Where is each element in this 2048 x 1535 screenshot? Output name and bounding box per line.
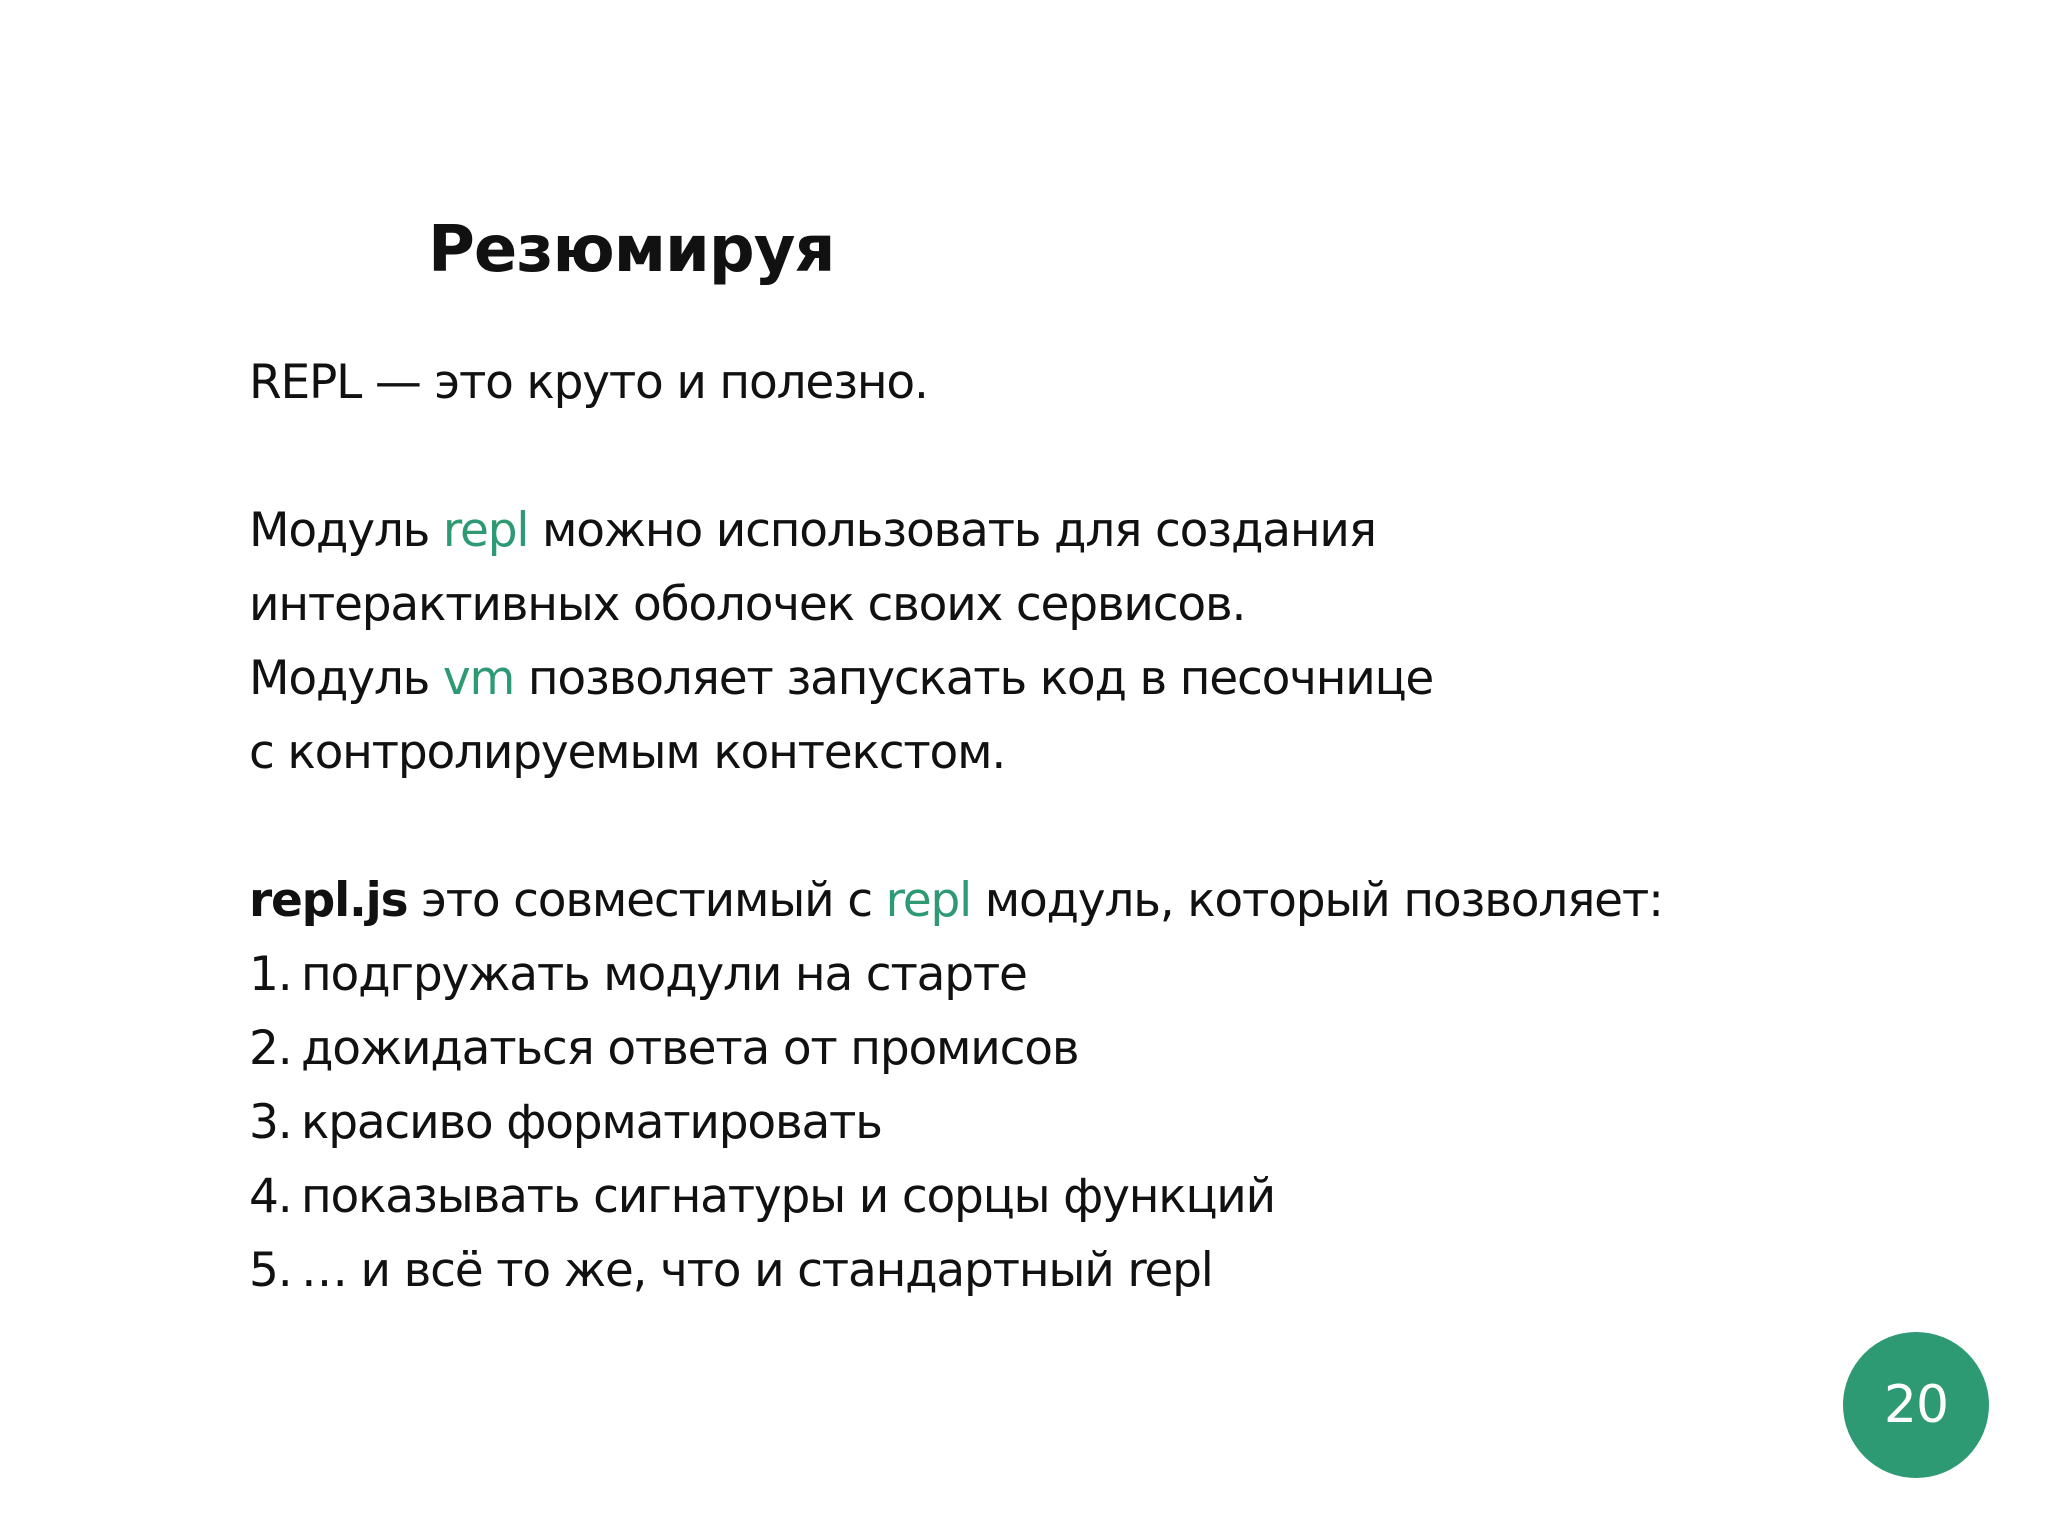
list-item-text: красиво форматировать <box>301 1095 882 1150</box>
para1-line1 <box>249 494 1949 568</box>
para1-line3-text-b: позволяет запускать код в песочнице <box>514 651 1434 706</box>
repl-module-name: repl <box>885 873 971 928</box>
page-number-badge: 20 <box>1843 1332 1989 1478</box>
list-item <box>249 1086 1949 1160</box>
list-item-number: 4. <box>249 1169 292 1224</box>
slide-content <box>249 346 1949 1308</box>
vm-module-name: vm <box>442 651 515 706</box>
list-item-text: подгружать модули на старте <box>301 947 1027 1002</box>
intro-line: REPL — это круто и полезно. <box>249 355 928 410</box>
list-item <box>249 1012 1949 1086</box>
list-item <box>249 938 1949 1012</box>
list-item-text: дожидаться ответа от промисов <box>301 1021 1079 1076</box>
slide-title: Резюмируя <box>428 213 835 287</box>
repl-module-name: repl <box>442 503 529 558</box>
list-item-number: 5. <box>249 1243 292 1298</box>
para1-line4: с контролируемым контекстом. <box>249 725 1006 780</box>
list-item-number: 1. <box>249 947 292 1002</box>
list-item-number: 2. <box>249 1021 292 1076</box>
list-item-text: … и всё то же, что и стандартный repl <box>301 1243 1213 1298</box>
para1-line1-text-b: можно использовать для создания <box>528 503 1376 558</box>
list-item-text: показывать сигнатуры и сорцы функций <box>301 1169 1275 1224</box>
spacer <box>249 420 1949 494</box>
para1-line3-text-a: Модуль <box>249 651 443 706</box>
list-item <box>249 1234 1949 1308</box>
repljs-name: repl.js <box>249 873 408 928</box>
list-item-number: 3. <box>249 1095 292 1150</box>
para2-lead-text-a: это совместимый с <box>407 873 886 928</box>
list-item <box>249 1160 1949 1234</box>
para1-line3 <box>249 642 1949 716</box>
spacer <box>249 790 1949 864</box>
para2-lead-text-b: модуль, который позволяет: <box>970 873 1663 928</box>
para1-line2: интерактивных оболочек своих сервисов. <box>249 577 1246 632</box>
para2-lead <box>249 864 1949 938</box>
para1-line1-text-a: Модуль <box>249 503 443 558</box>
